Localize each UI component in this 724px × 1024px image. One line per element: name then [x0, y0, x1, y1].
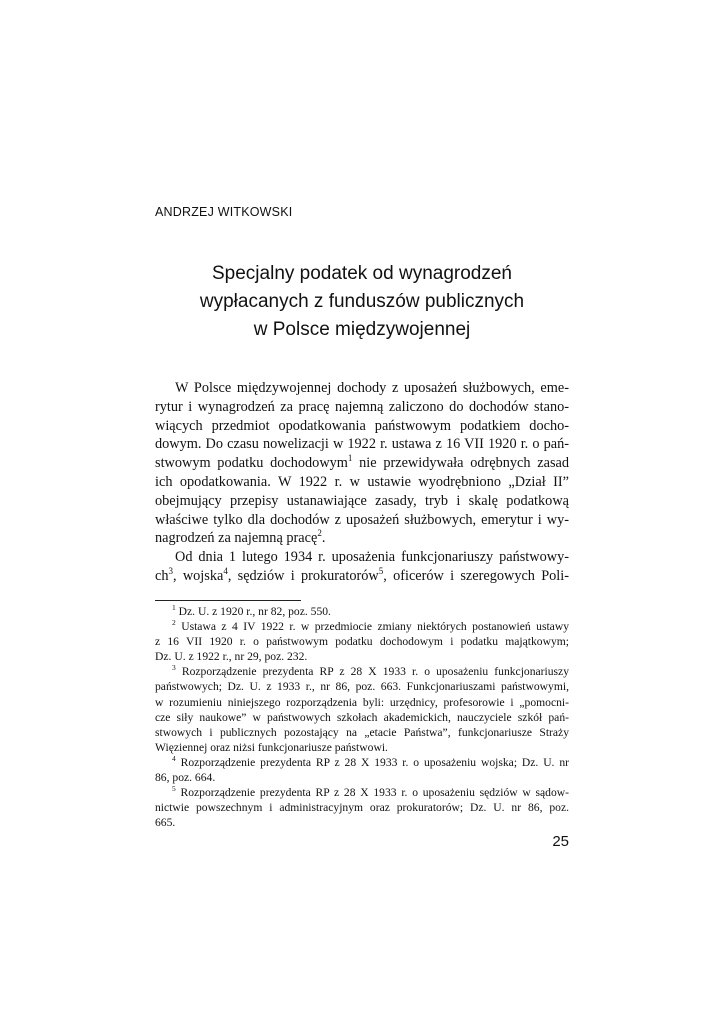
- text-segment: Dz. U. z 1920 r., nr 82, poz. 550.: [178, 605, 331, 618]
- title-line: w Polsce międzywojennej: [253, 319, 471, 340]
- footnote-number: 1: [172, 603, 176, 613]
- footnote-ref: 4: [223, 566, 228, 577]
- footnote-number: 5: [172, 785, 176, 794]
- footnote-line: państwowych; Dz. U. z 1933 r., nr 86, poz. 663. Funkcjonariuszami państwowymi,: [155, 680, 569, 694]
- text-segment: , oficerów i szeregowych Poli-: [383, 567, 569, 584]
- footnote-line: [155, 755, 569, 770]
- text-segment: stwowym podatku dochodowym: [155, 455, 348, 472]
- body-text: [155, 379, 569, 586]
- footnote-line: Więziennej oraz niżsi funkcjonariusze państwowi.: [155, 740, 388, 754]
- paragraph-line: ich opodatkowania. W 1922 r. w ustawie wyodrębniono „Dział II”: [155, 473, 569, 490]
- page-number: 25: [552, 833, 569, 850]
- footnote-separator: [155, 600, 301, 601]
- footnote-line: stwowych i publicznych pozostający na „etacie Państwa”, funkcjonariusze Straży: [155, 725, 569, 739]
- footnote-line: z 16 VII 1920 r. o państwowym podatku dochodowym i podatku majątkowym;: [155, 635, 569, 649]
- footnote-line: Dz. U. z 1922 r., nr 29, poz. 232.: [155, 650, 308, 664]
- paragraph-line: dowym. Do czasu nowelizacji w 1922 r. ustawa z 16 VII 1920 r. o pań-: [155, 436, 569, 453]
- footnote-line: [155, 785, 569, 800]
- text-segment: , wojska: [173, 567, 224, 584]
- title-line: Specjalny podatek od wynagrodzeń: [212, 263, 512, 284]
- footnote-line: cze siły naukowe” w państwowych szkołach akademickich, nauczyciele szkół pań-: [155, 710, 569, 724]
- paragraph-line: obejmujący przepisy ustanawiające zasady, tryb i skalę podatkową: [155, 492, 569, 509]
- footnote-line: [155, 604, 569, 619]
- text-segment: nie przewidywała odrębnych zasad: [359, 455, 569, 472]
- footnote-number: 4: [172, 754, 176, 764]
- footnote-ref: 3: [168, 566, 173, 577]
- paragraph-line: [155, 529, 569, 548]
- text-segment: nagrodzeń za najemną pracę: [155, 530, 318, 547]
- paragraph-line: [155, 567, 569, 586]
- paragraph-line: wiących przedmiot opodatkowania państwowym podatkiem docho-: [155, 417, 569, 434]
- footnote-number: 2: [172, 619, 176, 628]
- text-segment: .: [321, 530, 326, 547]
- footnote-ref: 5: [378, 566, 384, 577]
- author-name: ANDRZEJ WITKOWSKI: [155, 205, 293, 219]
- footnote-line: 665.: [155, 816, 176, 830]
- paragraph-line: rytur i wynagrodzeń za pracę najemną zaliczono do dochodów stano-: [155, 398, 569, 415]
- text-segment: ch: [155, 567, 169, 584]
- paragraph-line: [155, 454, 569, 473]
- footnotes: [155, 604, 569, 830]
- text-segment: Rozporządzenie prezydenta RP z 28 X 1933 r. o uposażeniu sędziów w sądow-: [180, 786, 569, 800]
- text-segment: Ustawa z 4 IV 1922 r. w przedmiocie zmiany niektórych postanowień ustawy: [181, 620, 569, 634]
- paragraph-line: Od dnia 1 lutego 1934 r. uposażenia funkcjonariuszy państwowy-: [175, 549, 569, 566]
- text-segment: , sędziów i prokuratorów: [227, 567, 379, 584]
- footnote-number: 3: [172, 664, 176, 673]
- footnote-line: nictwie powszechnym i administracyjnym oraz prokuratorów; Dz. U. nr 86, poz.: [155, 801, 569, 815]
- footnote-line: w rozumieniu niniejszego rozporządzenia byli: urzędnicy, profesorowie i „pomocni-: [155, 695, 569, 709]
- paragraph-line: W Polsce międzywojennej dochody z uposażeń służbowych, eme-: [175, 380, 569, 396]
- footnote-line: [155, 619, 569, 634]
- article-title: [155, 260, 569, 344]
- footnote-ref: 1: [347, 454, 353, 464]
- title-line: wypłacanych z funduszów publicznych: [199, 291, 525, 312]
- paragraph-line: właściwe tylko dla dochodów z uposażeń służbowych, emerytur i wy-: [155, 511, 569, 528]
- footnote-line: 86, poz. 664.: [155, 771, 216, 785]
- footnote-line: [155, 664, 569, 679]
- text-segment: Rozporządzenie prezydenta RP z 28 X 1933 r. o uposażeniu wojska; Dz. U. nr: [180, 755, 569, 769]
- text-segment: Rozporządzenie prezydenta RP z 28 X 1933 r. o uposażeniu funkcjonariuszy: [181, 665, 569, 679]
- footnote-ref: 2: [317, 528, 322, 539]
